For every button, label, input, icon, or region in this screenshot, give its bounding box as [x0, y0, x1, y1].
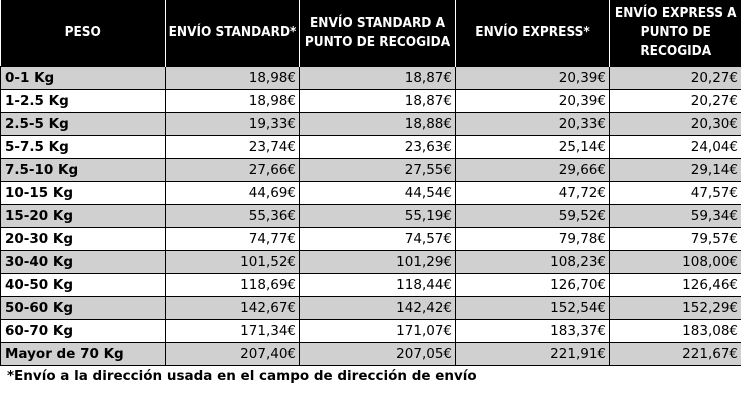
- weight-cell: 20-30 Kg: [1, 227, 166, 250]
- weight-cell: 40-50 Kg: [1, 273, 166, 296]
- price-express-cell: 20,33€: [456, 112, 610, 135]
- weight-cell: 1-2.5 Kg: [1, 89, 166, 112]
- table-row: [1, 181, 741, 204]
- price-express-cell: 183,37€: [456, 319, 610, 342]
- price-express-pickup-cell: 79,57€: [610, 227, 741, 250]
- price-express-pickup-cell: 20,30€: [610, 112, 741, 135]
- weight-cell: 0-1 Kg: [1, 66, 166, 89]
- price-standard-cell: 74,77€: [166, 227, 300, 250]
- header-express: ENVÍO EXPRESS*: [456, 0, 610, 66]
- weight-cell: 2.5-5 Kg: [1, 112, 166, 135]
- price-standard-pickup-cell: 18,87€: [300, 66, 456, 89]
- price-express-pickup-cell: 152,29€: [610, 296, 741, 319]
- table-row: [1, 66, 741, 89]
- price-express-cell: 221,91€: [456, 342, 610, 365]
- price-express-cell: 79,78€: [456, 227, 610, 250]
- price-express-pickup-cell: 59,34€: [610, 204, 741, 227]
- price-express-pickup-cell: 126,46€: [610, 273, 741, 296]
- price-express-pickup-cell: 183,08€: [610, 319, 741, 342]
- price-standard-pickup-cell: 74,57€: [300, 227, 456, 250]
- price-standard-pickup-cell: 171,07€: [300, 319, 456, 342]
- price-express-cell: 126,70€: [456, 273, 610, 296]
- weight-cell: 7.5-10 Kg: [1, 158, 166, 181]
- price-standard-pickup-cell: 44,54€: [300, 181, 456, 204]
- footnote: *Envío a la dirección usada en el campo de dirección de envío: [7, 368, 477, 384]
- price-standard-cell: 142,67€: [166, 296, 300, 319]
- price-standard-pickup-cell: 27,55€: [300, 158, 456, 181]
- table-row: [1, 227, 741, 250]
- price-express-cell: 20,39€: [456, 66, 610, 89]
- table-body: [1, 66, 741, 365]
- price-express-cell: 152,54€: [456, 296, 610, 319]
- table-row: [1, 319, 741, 342]
- header-standard-pickup: ENVÍO STANDARD A PUNTO DE RECOGIDA: [300, 0, 456, 66]
- table-row: [1, 342, 741, 365]
- price-express-pickup-cell: 24,04€: [610, 135, 741, 158]
- price-express-pickup-cell: 108,00€: [610, 250, 741, 273]
- price-express-pickup-cell: 20,27€: [610, 89, 741, 112]
- price-express-cell: 47,72€: [456, 181, 610, 204]
- weight-cell: 30-40 Kg: [1, 250, 166, 273]
- table-row: [1, 112, 741, 135]
- price-standard-cell: 18,98€: [166, 66, 300, 89]
- table-row: [1, 89, 741, 112]
- price-express-cell: 25,14€: [456, 135, 610, 158]
- weight-cell: 5-7.5 Kg: [1, 135, 166, 158]
- price-standard-cell: 44,69€: [166, 181, 300, 204]
- weight-cell: Mayor de 70 Kg: [1, 342, 166, 365]
- header-standard: ENVÍO STANDARD*: [166, 0, 300, 66]
- price-standard-pickup-cell: 207,05€: [300, 342, 456, 365]
- price-standard-pickup-cell: 18,87€: [300, 89, 456, 112]
- price-standard-cell: 19,33€: [166, 112, 300, 135]
- price-standard-cell: 18,98€: [166, 89, 300, 112]
- table-row: [1, 204, 741, 227]
- table-header: [1, 0, 741, 66]
- weight-cell: 10-15 Kg: [1, 181, 166, 204]
- table-row: [1, 250, 741, 273]
- price-standard-cell: 171,34€: [166, 319, 300, 342]
- table-row: [1, 273, 741, 296]
- price-standard-pickup-cell: 55,19€: [300, 204, 456, 227]
- weight-cell: 15-20 Kg: [1, 204, 166, 227]
- header-express-pickup: ENVÍO EXPRESS A PUNTO DE RECOGIDA: [610, 0, 741, 66]
- price-standard-cell: 27,66€: [166, 158, 300, 181]
- price-express-pickup-cell: 29,14€: [610, 158, 741, 181]
- price-express-cell: 108,23€: [456, 250, 610, 273]
- price-standard-pickup-cell: 18,88€: [300, 112, 456, 135]
- price-express-cell: 29,66€: [456, 158, 610, 181]
- table-row: [1, 158, 741, 181]
- price-standard-pickup-cell: 23,63€: [300, 135, 456, 158]
- price-standard-cell: 118,69€: [166, 273, 300, 296]
- price-express-cell: 59,52€: [456, 204, 610, 227]
- price-standard-cell: 23,74€: [166, 135, 300, 158]
- price-standard-cell: 207,40€: [166, 342, 300, 365]
- price-standard-cell: 55,36€: [166, 204, 300, 227]
- price-express-cell: 20,39€: [456, 89, 610, 112]
- price-standard-pickup-cell: 142,42€: [300, 296, 456, 319]
- price-express-pickup-cell: 221,67€: [610, 342, 741, 365]
- price-express-pickup-cell: 20,27€: [610, 66, 741, 89]
- price-standard-cell: 101,52€: [166, 250, 300, 273]
- table-row: [1, 135, 741, 158]
- weight-cell: 50-60 Kg: [1, 296, 166, 319]
- weight-cell: 60-70 Kg: [1, 319, 166, 342]
- header-row: [1, 0, 741, 66]
- header-weight: PESO: [1, 0, 166, 66]
- price-standard-pickup-cell: 118,44€: [300, 273, 456, 296]
- table-row: [1, 296, 741, 319]
- price-standard-pickup-cell: 101,29€: [300, 250, 456, 273]
- price-express-pickup-cell: 47,57€: [610, 181, 741, 204]
